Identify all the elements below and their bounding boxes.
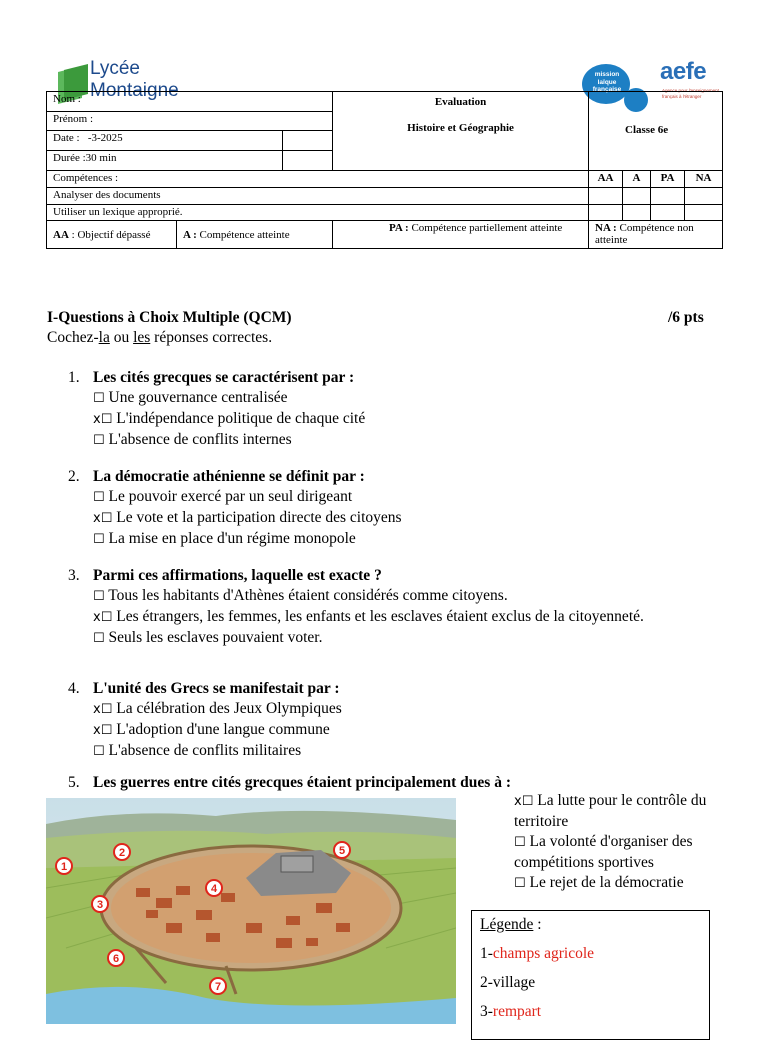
- question-5-options: [514, 791, 734, 894]
- checkbox-icon[interactable]: ☐: [93, 631, 105, 646]
- checkbox-icon[interactable]: ☐: [93, 532, 105, 547]
- competences-label-cell: [47, 171, 589, 188]
- checkbox-icon[interactable]: ☐: [521, 794, 534, 809]
- classe-cell: [589, 92, 723, 171]
- checkbox-icon[interactable]: ☐: [93, 433, 105, 448]
- check-mark: x: [93, 412, 101, 427]
- key-a: [177, 221, 333, 249]
- map-label-6: 6: [112, 953, 120, 965]
- question-text: Les cités grecques se caractérisent par :: [93, 369, 355, 386]
- legend-item-1-text: champs agricole: [492, 945, 595, 962]
- key-pa-desc: Compétence partiellement atteinte: [408, 222, 563, 234]
- classe-label: Classe 6e: [625, 124, 669, 136]
- question-5-number: 5.: [68, 774, 80, 791]
- answer-option[interactable]: [68, 699, 708, 720]
- mlf-line3: française: [592, 86, 622, 93]
- evaluation-title: Evaluation: [434, 96, 487, 108]
- section-points: /6 pts: [668, 309, 704, 326]
- option-text: L'adoption d'une langue commune: [116, 721, 330, 738]
- date-extra-cell: [283, 131, 333, 151]
- map-label-1: 1: [60, 861, 68, 873]
- legend-item-2: [480, 973, 701, 993]
- answer-option[interactable]: [68, 720, 708, 741]
- competence-2-a[interactable]: [623, 205, 651, 221]
- key-a-code: A :: [183, 228, 197, 241]
- answer-option[interactable]: [68, 607, 708, 628]
- question-number: 1.: [68, 369, 80, 386]
- checkbox-icon[interactable]: ☐: [100, 511, 113, 526]
- question-5-text: Les guerres entre cités grecques étaient principalement dues à :: [93, 774, 511, 791]
- check-mark: x: [93, 610, 101, 625]
- option-text: Une gouvernance centralisée: [108, 389, 288, 406]
- option-text: L'absence de conflits internes: [108, 431, 292, 448]
- question-5: [68, 773, 708, 793]
- level-aa-header: AA: [589, 171, 623, 188]
- check-mark: x: [93, 511, 101, 526]
- evaluation-title-cell: [333, 92, 589, 171]
- evaluation-header-table: [46, 91, 723, 249]
- competence-row: [47, 188, 589, 205]
- city-map-image: [46, 798, 456, 1024]
- nom-cell[interactable]: [47, 92, 333, 112]
- key-a-desc: Compétence atteinte: [196, 228, 290, 241]
- duree-label: Durée :30 min: [53, 152, 117, 164]
- competence-2-aa[interactable]: [589, 205, 623, 221]
- competences-label: Compétences :: [53, 172, 119, 184]
- level-na-header: NA: [685, 171, 723, 188]
- greek-city-illustration: [46, 798, 456, 1024]
- legend-item-1-num: 1-: [480, 945, 493, 962]
- key-aa-desc: : Objectif dépassé: [68, 228, 151, 241]
- level-pa-header: PA: [651, 171, 685, 188]
- date-label: Date :: [53, 132, 80, 144]
- duree-cell: [47, 151, 283, 171]
- date-cell[interactable]: [47, 131, 283, 151]
- check-mark: x: [514, 794, 522, 809]
- competence-1: Analyser des documents: [53, 189, 161, 201]
- competence-row: [47, 205, 589, 221]
- section-title: I-Questions à Choix Multiple (QCM): [47, 309, 292, 326]
- option-text: Tous les habitants d'Athènes étaient considérés comme citoyens.: [108, 587, 508, 604]
- check-mark: x: [93, 702, 101, 717]
- key-na: [589, 221, 723, 249]
- checkbox-icon[interactable]: ☐: [93, 744, 105, 759]
- checkbox-icon[interactable]: ☐: [100, 723, 113, 738]
- competence-2-na[interactable]: [685, 205, 723, 221]
- duree-extra-cell: [283, 151, 333, 171]
- nom-label: Nom :: [53, 93, 81, 105]
- option-text: La mise en place d'un régime monopole: [108, 530, 356, 547]
- legend-title: Légende: [480, 916, 534, 933]
- checkbox-icon[interactable]: ☐: [514, 876, 526, 891]
- instr-les: les: [133, 329, 151, 346]
- legend-title-row: [480, 915, 701, 935]
- legend-item-3-text: rempart: [492, 1003, 542, 1020]
- question-text: L'unité des Grecs se manifestait par :: [93, 680, 340, 697]
- legend-item-3: [480, 1002, 701, 1022]
- competence-1-aa[interactable]: [589, 188, 623, 205]
- question-4: [68, 679, 708, 762]
- competence-1-a[interactable]: [623, 188, 651, 205]
- answer-option[interactable]: [514, 873, 734, 894]
- checkbox-icon[interactable]: ☐: [100, 610, 113, 625]
- prenom-cell[interactable]: [47, 112, 333, 131]
- answer-option[interactable]: [68, 741, 708, 762]
- answer-option[interactable]: [68, 487, 708, 508]
- instr-la: la: [98, 329, 110, 346]
- instr-post: réponses correctes.: [150, 329, 273, 346]
- option-text: Le rejet de la démocratie: [529, 874, 684, 891]
- map-label-5: 5: [338, 845, 346, 857]
- mlf-line2: laïque: [597, 78, 617, 86]
- competence-2: Utiliser un lexique approprié.: [53, 206, 183, 218]
- checkbox-icon[interactable]: ☐: [514, 835, 526, 850]
- level-a-header: A: [623, 171, 651, 188]
- answer-option[interactable]: [68, 586, 708, 607]
- prenom-label: Prénom :: [53, 113, 94, 125]
- question-number: 4.: [68, 680, 80, 697]
- question-2: [68, 467, 708, 550]
- answer-option[interactable]: [68, 388, 708, 409]
- map-label-3: 3: [96, 899, 104, 911]
- legend-item-1: [480, 944, 701, 964]
- question-text: Parmi ces affirmations, laquelle est exacte ?: [93, 567, 382, 584]
- question-text: La démocratie athénienne se définit par :: [93, 468, 365, 485]
- question-1: [68, 368, 708, 451]
- option-text: La volonté d'organiser des compétitions sportives: [514, 833, 693, 871]
- checkbox-icon[interactable]: ☐: [93, 589, 105, 604]
- lycee-line2: Montaigne: [90, 80, 179, 101]
- answer-option[interactable]: [68, 430, 708, 451]
- legend-colon: :: [533, 916, 542, 933]
- map-label-4: 4: [210, 883, 218, 895]
- check-mark: x: [93, 723, 101, 738]
- option-text: La célébration des Jeux Olympiques: [116, 700, 342, 717]
- instructions: [47, 329, 272, 347]
- checkbox-icon[interactable]: ☐: [93, 391, 105, 406]
- option-text: Seuls les esclaves pouvaient voter.: [108, 629, 323, 646]
- lycee-line1: Lycée: [90, 58, 140, 79]
- legend-box: [471, 910, 710, 1040]
- option-text: Le vote et la participation directe des citoyens: [116, 509, 402, 526]
- key-aa: [47, 221, 177, 249]
- competence-1-na[interactable]: [685, 188, 723, 205]
- subject-title: Histoire et Géographie: [407, 122, 514, 134]
- question-3: [68, 566, 708, 649]
- legend-item-3-num: 3-: [480, 1003, 493, 1020]
- competence-1-pa[interactable]: [651, 188, 685, 205]
- date-value: -3-2025: [87, 132, 123, 144]
- key-na-desc: Compétence non atteinte: [595, 222, 694, 246]
- map-label-2: 2: [118, 847, 126, 859]
- answer-option[interactable]: [68, 628, 708, 649]
- key-pa-code: PA :: [389, 222, 409, 234]
- checkbox-icon[interactable]: ☐: [93, 490, 105, 505]
- answer-option[interactable]: [68, 409, 708, 430]
- key-na-code: NA :: [595, 222, 617, 234]
- instr-mid: ou: [109, 329, 134, 346]
- option-text: Les étrangers, les femmes, les enfants et les esclaves étaient exclus de la citoyenneté.: [116, 608, 644, 625]
- answer-option[interactable]: [514, 832, 734, 873]
- key-pa: [333, 221, 589, 249]
- option-text: Le pouvoir exercé par un seul dirigeant: [108, 488, 353, 505]
- question-number: 3.: [68, 567, 80, 584]
- map-label-7: 7: [214, 981, 222, 993]
- question-number: 2.: [68, 468, 80, 485]
- option-text: L'absence de conflits militaires: [108, 742, 302, 759]
- mlf-line1: mission: [594, 71, 620, 78]
- competence-2-pa[interactable]: [651, 205, 685, 221]
- instr-pre: Cochez-: [47, 329, 99, 346]
- checkbox-icon[interactable]: ☐: [100, 412, 113, 427]
- option-text: La lutte pour le contrôle du territoire: [514, 792, 707, 830]
- aefe-word: aefe: [660, 58, 707, 85]
- answer-option[interactable]: [68, 529, 708, 550]
- option-text: L'indépendance politique de chaque cité: [116, 410, 366, 427]
- aefe-subtitle: Agence pour l'enseignement français à l'étranger: [662, 88, 719, 99]
- key-aa-code: AA: [53, 228, 69, 241]
- answer-option[interactable]: [68, 508, 708, 529]
- checkbox-icon[interactable]: ☐: [100, 702, 113, 717]
- legend-item-2-text: village: [492, 974, 536, 991]
- answer-option[interactable]: [514, 791, 734, 832]
- legend-item-2-num: 2-: [480, 974, 493, 991]
